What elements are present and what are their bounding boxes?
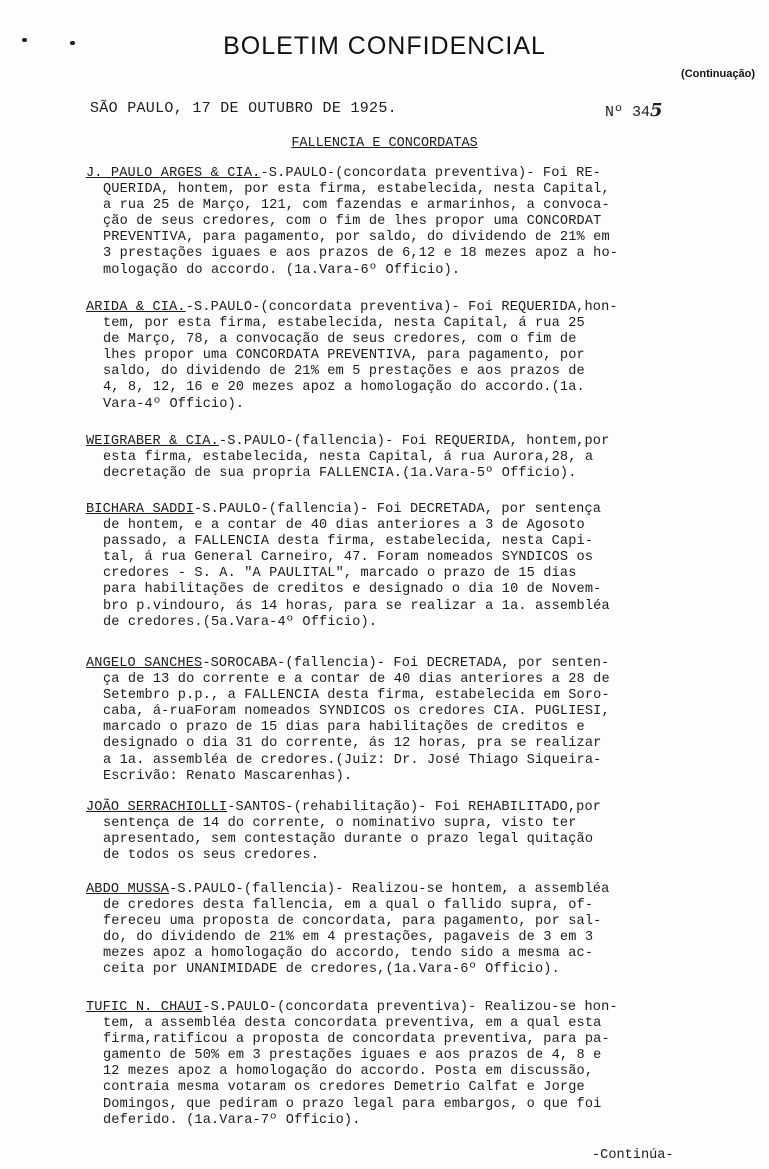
- entry-line: caba, á-ruaForam nomeados SYNDICOS os credores CIA. PUGLIESI,: [103, 704, 610, 720]
- entry-line: tem, por esta firma, estabelecida, nesta Capital, á rua 25: [103, 316, 585, 332]
- entry-line: ceita por UNANIMIDADE de credores,(1a.Vara-6º Officio).: [103, 962, 560, 978]
- entry-heading: JOÃO SERRACHIOLLI: [86, 800, 228, 815]
- entry-line: tem, a assembléa desta concordata preventiva, em a qual esta: [103, 1016, 602, 1032]
- entry-line: ção de seus credores, com o fim de lhes propor uma CONCORDAT: [103, 214, 602, 230]
- entry-line: mologação do accordo. (1a.Vara-6º Officio).: [103, 262, 461, 278]
- entry-heading: ABDO MUSSA: [86, 882, 170, 897]
- entry-line: esta firma, estabelecida, nesta Capital, á rua Aurora,28, a: [103, 450, 594, 466]
- continuation-note: (Continuação): [681, 68, 755, 80]
- entry-line: fereceu uma proposta de concordata, para pagamento, por sal-: [103, 914, 602, 930]
- entry-line: deferido. (1a.Vara-7º Officio).: [103, 1112, 361, 1128]
- entry-line: de credores.(5a.Vara-4º Officio).: [103, 614, 378, 630]
- entry-line: Setembro p.p., a FALLENCIA desta firma, estabelecida em Soro-: [103, 688, 610, 704]
- entry-abdo-mussa: [86, 882, 698, 979]
- entry-line: designado o dia 31 do corrente, ás 12 horas, pra se realizar: [103, 736, 602, 752]
- entry-bichara-saddi: [86, 502, 698, 631]
- section-title: [0, 136, 769, 151]
- entry-line: Vara-4º Officio).: [103, 396, 245, 412]
- entry-line: tal, á rua General Carneiro, 47. Foram nomeados SYNDICOS os: [103, 550, 594, 566]
- document-title: BOLETIM CONFIDENCIAL: [223, 32, 546, 60]
- entry-line: do, do dividendo de 21% em 4 prestações, pagaveis de 3 em 3: [103, 930, 594, 946]
- entry-line: bro p.vindouro, ás 14 horas, para se realizar a 1a. assembléa: [103, 598, 610, 614]
- entry-line: de todos os seus credores.: [103, 848, 319, 864]
- continua-footer: -Continúa-: [592, 1148, 674, 1163]
- entry-first-line-rest: -SANTOS-(rehabilitação)- Foi REHABILITADO,por: [227, 800, 602, 815]
- entry-line: contraia mesma votaram os credores Demetrio Calfat e Jorge: [103, 1080, 585, 1096]
- bulletin-number-handwritten-digit: 5: [650, 100, 663, 121]
- entry-weigraber: [86, 434, 698, 482]
- entry-line: marcado o prazo de 15 dias para habilitações de creditos e: [103, 720, 585, 736]
- entry-first-line: [86, 166, 698, 182]
- entry-first-line-rest: -S.PAULO-(fallencia)- Realizou-se hontem, a assembléa: [169, 882, 610, 897]
- entry-first-line-rest: -SOROCABA-(fallencia)- Foi DECRETADA, por senten-: [202, 656, 610, 671]
- bulletin-number: [605, 100, 663, 121]
- entry-first-line: [86, 656, 698, 672]
- entry-first-line-rest: -S.PAULO-(concordata preventiva)- Realizou-se hon-: [202, 1000, 618, 1015]
- entry-first-line: [86, 882, 698, 898]
- entry-line: lhes propor uma CONCORDATA PREVENTIVA, para pagamento, por: [103, 348, 585, 364]
- entry-line: saldo, do dividendo de 21% em 5 prestações e aos prazos de: [103, 364, 585, 380]
- entry-angelo-sanches: [86, 656, 698, 785]
- entry-first-line: [86, 300, 698, 316]
- entry-heading: ARIDA & CIA.: [86, 300, 186, 315]
- entry-line: de credores desta fallencia, em a qual o fallido supra, of-: [103, 898, 594, 914]
- entry-line: Domingos, que pediram o prazo legal para embargos, o que foi: [103, 1096, 602, 1112]
- entry-line: sentença de 14 do corrente, o nominativo supra, visto ter: [103, 816, 577, 832]
- entry-line: para habilitações de creditos e designado o dia 10 de Novem-: [103, 582, 602, 598]
- entry-line: 3 prestações iguaes e aos prazos de 6,12 e 18 mezes apoz a ho-: [103, 246, 619, 262]
- entry-first-line: [86, 502, 698, 518]
- entry-line: gamento de 50% em 3 prestações iguaes e aos prazos de 4, 8 e: [103, 1048, 602, 1064]
- entry-line: firma,ratificou a proposta de concordata preventiva, para pa-: [103, 1032, 610, 1048]
- entry-line: 4, 8, 12, 16 e 20 mezes apoz a homologação do accordo.(1a.: [103, 380, 585, 396]
- entry-heading: BICHARA SADDI: [86, 502, 194, 517]
- entry-heading: TUFIC N. CHAUI: [86, 1000, 203, 1015]
- entry-line: QUERIDA, hontem, por esta firma, estabelecida, nesta Capital,: [103, 182, 610, 198]
- entry-line: passado, a FALLENCIA desta firma, estabelecida, nesta Capi-: [103, 534, 594, 550]
- entry-heading: ANGELO SANCHES: [86, 656, 203, 671]
- entry-first-line-rest: -S.PAULO-(fallencia)- Foi DECRETADA, por sentença: [194, 502, 602, 517]
- entry-line: 12 mezes apoz a homologação do accordo. Posta em discussão,: [103, 1064, 594, 1080]
- entry-line: credores - S. A. "A PAULITAL", marcado o prazo de 15 dias: [103, 566, 577, 582]
- entry-line: ça de 13 do corrente e a contar de 40 dias anteriores a 28 de: [103, 672, 610, 688]
- entry-line: a 1a. assembléa de credores.(Juiz: Dr. José Thiago Siqueira-: [103, 752, 602, 768]
- entry-first-line-rest: -S.PAULO-(concordata preventiva)- Foi REQUERIDA,hon-: [185, 300, 618, 315]
- entry-tufic-chaui: [86, 1000, 698, 1129]
- section-title-text: FALLENCIA E CONCORDATAS: [291, 136, 478, 151]
- entry-j-paulo-arges: [86, 166, 698, 279]
- entry-arida: [86, 300, 698, 413]
- entry-line: de hontem, e a contar de 40 dias anteriores a 3 de Agosoto: [103, 518, 585, 534]
- entry-first-line-rest: -S.PAULO-(fallencia)- Foi REQUERIDA, hontem,por: [218, 434, 610, 449]
- entry-first-line: [86, 434, 698, 450]
- entry-heading: J. PAULO ARGES & CIA.: [86, 166, 261, 181]
- entry-heading: WEIGRABER & CIA.: [86, 434, 219, 449]
- entry-line: decretação de sua propria FALLENCIA.(1a.Vara-5º Officio).: [103, 466, 577, 482]
- entry-line: PREVENTIVA, para pagamento, por saldo, do dividendo de 21% em: [103, 230, 610, 246]
- entry-line: apresentado, sem contestação durante o prazo legal quitação: [103, 832, 594, 848]
- entry-joao-serrachiolli: [86, 800, 698, 864]
- entry-line: de Março, 78, a convocação de seus credores, com o fim de: [103, 332, 577, 348]
- entry-line: mezes apoz a homologação do accordo, tendo sido a mesma ac-: [103, 946, 594, 962]
- entry-line: a rua 25 de Março, 121, com fazendas e armarinhos, a convoca-: [103, 198, 610, 214]
- dateline: SÃO PAULO, 17 DE OUTUBRO DE 1925.: [90, 100, 397, 117]
- entry-first-line: [86, 1000, 698, 1016]
- entry-first-line-rest: -S.PAULO-(concordata preventiva)- Foi RE-: [260, 166, 602, 181]
- entry-first-line: [86, 800, 698, 816]
- bulletin-number-prefix: Nº 34: [605, 104, 651, 121]
- entry-line: Escrivão: Renato Mascarenhas).: [103, 768, 353, 784]
